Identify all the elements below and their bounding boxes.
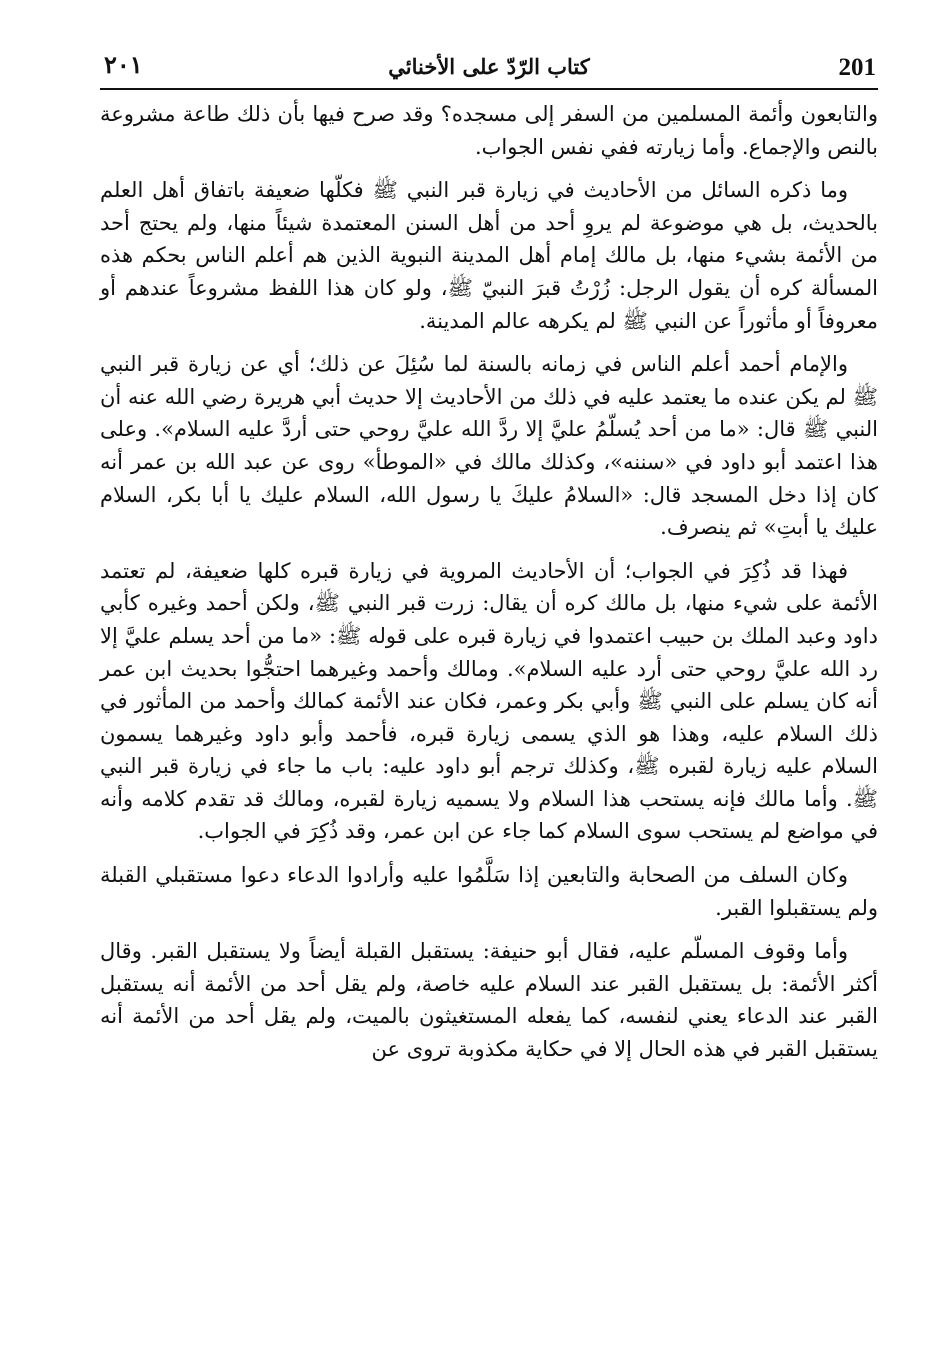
- page-number-arabic: ٢٠١: [104, 50, 143, 79]
- paragraph-1: والتابعون وأئمة المسلمين من السفر إلى مسجده؟ وقد صرح فيها بأن ذلك طاعة مشروعة بالنص والإجماع. وأما زيارته ففي نفس الجواب.: [100, 102, 878, 159]
- book-page: [100, 46, 878, 1077]
- paragraph-5: وكان السلف من الصحابة والتابعين إذا سَلَّمُوا عليه وأرادوا الدعاء دعوا مستقبلي القبلة ولم يستقبلوا القبر.: [100, 863, 878, 920]
- header-rule: [100, 88, 878, 90]
- page-number-latin: 201: [838, 54, 876, 81]
- paragraph-2: وما ذكره السائل من الأحاديث في زيارة قبر النبي ﷺ فكلّها ضعيفة باتفاق أهل العلم بالحديث، بل هي موضوعة لم يروِ أحد من أهل السنن المعتمدة شيئاً منها، ولم يحتج أحد من الأئمة بشيء منها، بل مالك إمام أهل المدينة النبوية الذين هم أعلم الناس بحكم هذه المسألة كره أن يقول الرجل: زُرْتُ قبرَ النبيّ ﷺ، ولو كان هذا اللفظ مشروعاً عندهم أو معروفاً أو مأثوراً عن النبي ﷺ لم يكرهه عالم المدينة.: [100, 178, 878, 333]
- paragraph-3: والإمام أحمد أعلم الناس في زمانه بالسنة لما سُئِلَ عن ذلك؛ أي عن زيارة قبر النبي ﷺ لم يكن عنده ما يعتمد عليه في ذلك من الأحاديث إلا حديث أبي هريرة رضي الله عنه أن النبي ﷺ قال: «ما من أحد يُسلّمُ عليَّ إلا ردَّ الله عليَّ روحي حتى أردَّ عليه السلام». وعلى هذا اعتمد أبو داود في «سننه»، وكذلك مالك في «الموطأ» روى عن عبد الله بن عمر أنه كان إذا دخل المسجد قال: «السلامُ عليكَ يا رسول الله، السلام عليك يا أبا بكر، السلام عليك يا أبتِ» ثم ينصرف.: [100, 352, 878, 540]
- paragraph-6: وأما وقوف المسلّم عليه، فقال أبو حنيفة: يستقبل القبلة أيضاً ولا يستقبل القبر. وقال أكثر الأئمة: بل يستقبل القبر عند السلام عليه خاصة، ولم يقل أحد من الأئمة أنه يستقبل القبر عند الدعاء يعني لنفسه، كما يفعله المستغيثون بالميت، ولم يقل أحد من الأئمة أنه يستقبل القبر في هذه الحال إلا في حكاية مكذوبة تروى عن: [100, 939, 878, 1062]
- body-text: [100, 98, 878, 1066]
- paragraph-4: فهذا قد ذُكِرَ في الجواب؛ أن الأحاديث المروية في زيارة قبره كلها ضعيفة، لم تعتمد الأئمة على شيء منها، بل مالك كره أن يقال: زرت قبر النبي ﷺ، ولكن أحمد وغيره كأبي داود وعبد الملك بن حبيب اعتمدوا في زيارة قبره على قوله ﷺ: «ما من أحد يسلم عليَّ إلا رد الله عليَّ روحي حتى أرد عليه السلام». ومالك وأحمد وغيرهما احتجُّوا بحديث ابن عمر أنه كان يسلم على النبي ﷺ وأبي بكر وعمر، فكان عند الأئمة كمالك وأحمد من المأثور في ذلك السلام عليه، وهذا هو الذي يسمى زيارة قبره، فأحمد وأبو داود وغيرهما يسمون السلام عليه زيارة لقبره ﷺ، وكذلك ترجم أبو داود عليه: باب ما جاء في زيارة قبر النبي ﷺ. وأما مالك فإنه يستحب هذا السلام ولا يسميه زيارة لقبره، ومالك قد تقدم كلامه وأنه في مواضع لم يستحب سوى السلام كما جاء عن ابن عمر، وقد ذُكِرَ في الجواب.: [100, 558, 878, 844]
- running-title: كتاب الرّدّ على الأخنائي: [388, 54, 590, 79]
- page-header: [100, 46, 878, 86]
